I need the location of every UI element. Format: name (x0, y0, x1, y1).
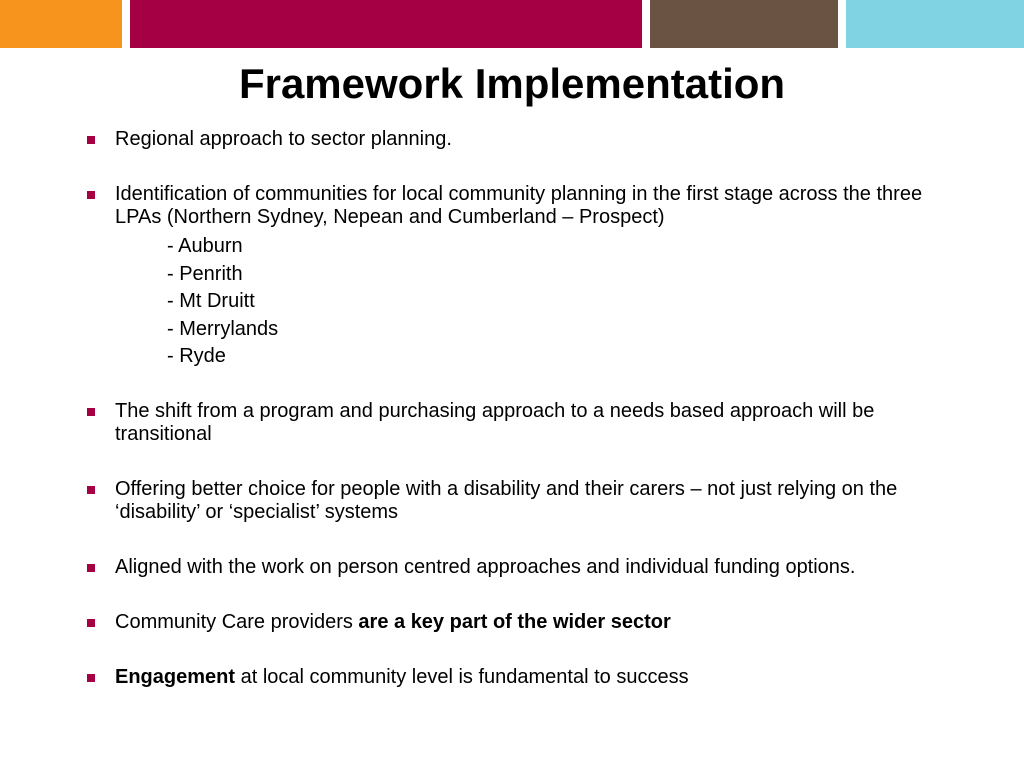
bullet-item (0, 478, 965, 524)
bullet-text: The shift from a program and purchasing approach to a needs based approach will be transitional (115, 399, 875, 445)
bullet-text-bold: Engagement (115, 665, 236, 688)
sub-item-auburn: - Auburn (167, 235, 243, 257)
square-bullet-icon (87, 486, 95, 494)
bullet-item (0, 556, 965, 579)
color-bar-crimson (130, 0, 642, 48)
bullet-item (0, 128, 965, 151)
square-bullet-icon (87, 191, 95, 199)
sub-item-mt-druitt: - Mt Druitt (167, 290, 255, 312)
bullet-text: Identification of communities for local community planning in the first stage across the three LPAs (Northern Sydney, Nepean and Cumberland – Prospect) (115, 183, 923, 228)
square-bullet-icon (87, 564, 95, 572)
square-bullet-icon (87, 136, 95, 144)
bullet-text: Aligned with the work on person centred approaches and individual funding options. (115, 555, 856, 578)
color-bar-sky (846, 0, 1024, 48)
square-bullet-icon (87, 408, 95, 416)
bullet-text: Offering better choice for people with a disability and their carers – not just relying on the ‘disability’ or ‘specialist’ systems (115, 477, 898, 523)
bullet-item (0, 666, 965, 689)
square-bullet-icon (87, 619, 95, 627)
bullet-text-bold: are a key part of the wider sector (358, 610, 671, 633)
sub-item-penrith: - Penrith (167, 262, 243, 285)
slide-title: Framework Implementation (238, 60, 786, 107)
bullet-item (0, 611, 965, 634)
bullet-list (0, 128, 1024, 689)
sub-list (0, 233, 1024, 371)
color-bar-orange (0, 0, 122, 48)
sub-item-ryde: - Ryde (167, 345, 226, 367)
bullet-text: Regional approach to sector planning. (115, 128, 452, 150)
bullet-item (0, 400, 965, 446)
bullet-item (0, 183, 965, 229)
sub-item-merrylands: - Merrylands (167, 317, 279, 340)
bullet-text-plain: at local community level is fundamental to success (235, 665, 689, 688)
color-bar-brown (650, 0, 838, 48)
square-bullet-icon (87, 674, 95, 682)
bullet-text-plain: Community Care providers (115, 610, 359, 633)
